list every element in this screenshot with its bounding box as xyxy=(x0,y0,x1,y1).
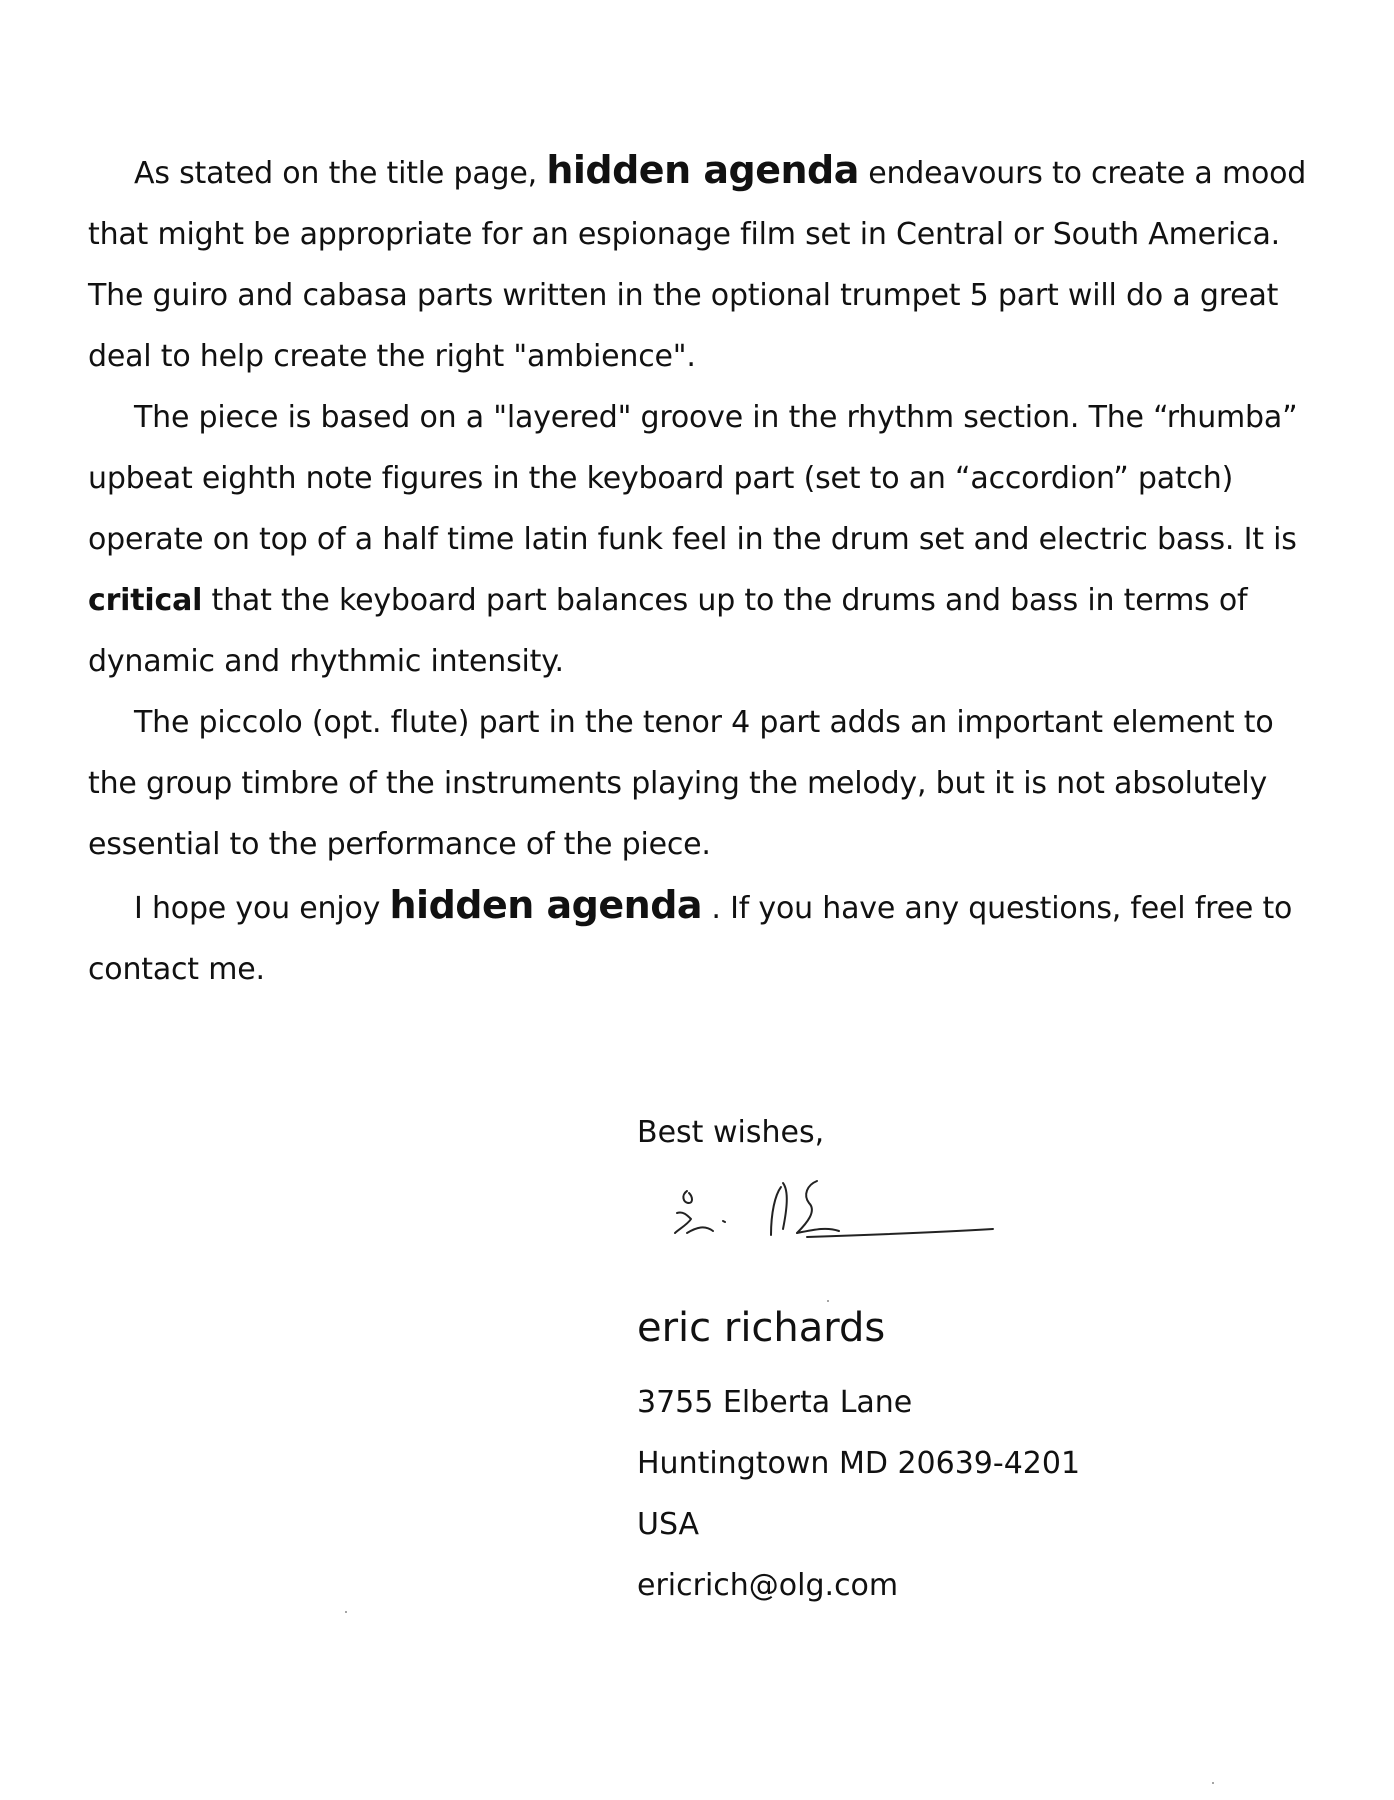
handwritten-signature-icon xyxy=(657,1173,1037,1273)
paragraph-closing-text-end: . If you have any questions, feel free to contact me. xyxy=(88,891,1293,987)
paragraph-piccolo: The piccolo (opt. flute) part in the tenor 4 part adds an important element to the group timbre of the instruments playing the melody, but it is not absolutely essential to the performance of the piece. xyxy=(88,705,1274,862)
paragraph-closing xyxy=(88,875,1313,1000)
address-street: 3755 Elberta Lane xyxy=(637,1385,913,1420)
scan-speck xyxy=(827,1300,829,1302)
paragraph-groove xyxy=(88,387,1313,692)
paragraph-intro-text-start: As stated on the title page, xyxy=(134,156,547,191)
piece-title: hidden agenda xyxy=(389,883,703,927)
paragraph-groove-text-end: that the keyboard part balances up to the drums and bass in terms of dynamic and rhythmic intensity. xyxy=(88,583,1248,679)
scan-speck xyxy=(1212,1782,1214,1784)
address-country: USA xyxy=(637,1507,700,1542)
salutation: Best wishes, xyxy=(637,1115,825,1150)
address-city: Huntingtown MD 20639-4201 xyxy=(637,1446,1081,1481)
contact-email: ericrich@olg.com xyxy=(637,1568,899,1603)
author-name: eric richards xyxy=(637,1305,886,1351)
paragraph-groove-text-start: The piece is based on a "layered" groove in the rhythm section. The “rhumba” upbeat eighth note figures in the keyboard part (set to an “accordion” patch) operate on top of a half time latin funk feel in the drum set and electric bass. It is xyxy=(88,400,1298,557)
emphasis-word: critical xyxy=(88,583,203,618)
paragraph-closing-text-start: I hope you enjoy xyxy=(134,891,390,926)
scan-speck xyxy=(345,1611,347,1613)
letter-body xyxy=(88,140,1313,1000)
paragraph-intro-text-end: endeavours to create a mood that might be appropriate for an espionage film set in Central or South America. The guiro and cabasa parts written in the optional trumpet 5 part will do a great deal to help create the right "ambience". xyxy=(88,156,1307,374)
paragraph-intro xyxy=(88,140,1313,387)
piece-title: hidden agenda xyxy=(546,148,859,192)
